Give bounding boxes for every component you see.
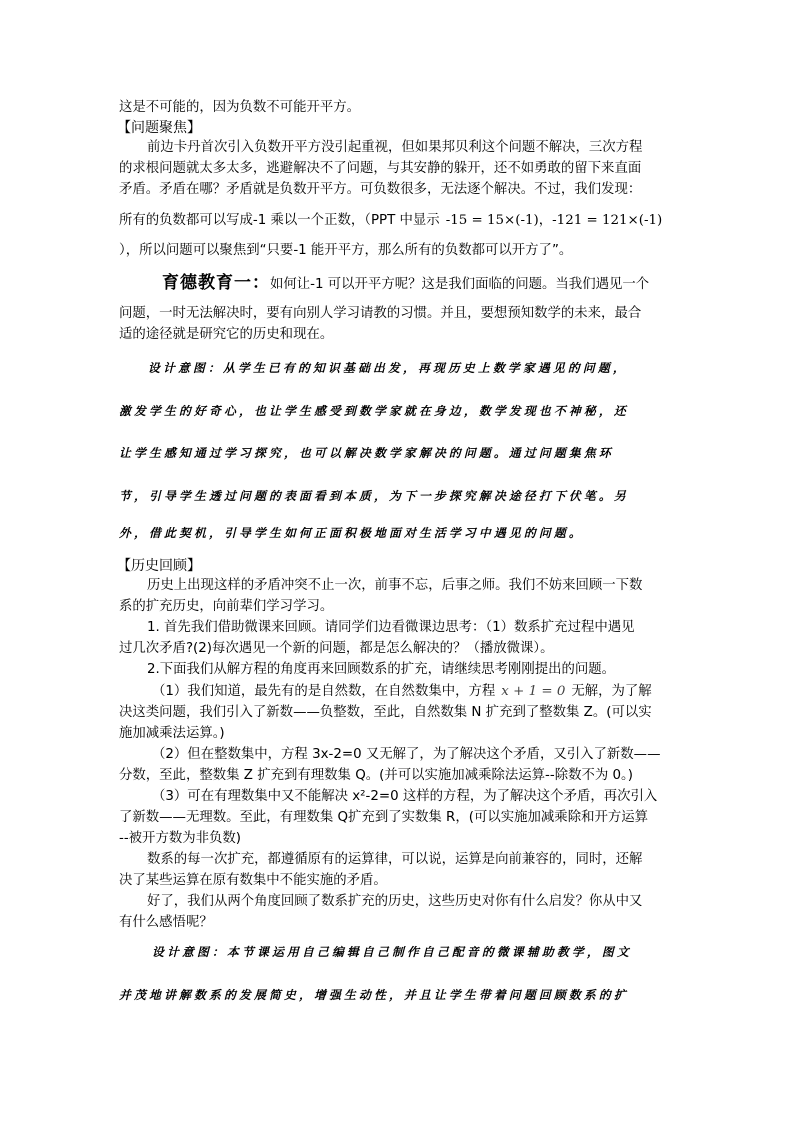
paragraph-line: 历史上出现这样的矛盾冲突不止一次，前事不忘，后事之师。我们不妨来回顾一下数 — [147, 578, 643, 593]
paragraph-line: 矛盾。矛盾在哪？矛盾就是负数开平方。可负数很多，无法逐个解决。不过，我们发现： — [119, 182, 642, 197]
paragraph-line-with-formula — [152, 683, 652, 701]
paragraph-line: 适的途径就是研究它的历史和现在。 — [119, 327, 334, 342]
paragraph-text: 所有的负数都可以写成-1 乘以一个正数，（PPT 中显示 — [119, 213, 440, 228]
paragraph-line: --被开方数为非负数) — [119, 831, 242, 846]
paragraph-line: 2.下面我们从解方程的角度再来回顾数系的扩充，请继续思考刚刚提出的问题。 — [147, 662, 616, 677]
design-intent-line: 激发学生的好奇心，也让学生感受到数学家就在身边，数学发现也不神秘，还 — [119, 404, 629, 418]
paragraph-line: 好了，我们从两个角度回顾了数系扩充的历史，这些历史对你有什么启发？你从中又 — [147, 894, 643, 909]
design-intent-line: 设计意图：从学生已有的知识基础出发，再现历史上数学家遇见的问题， — [148, 361, 628, 375]
paragraph-line: 系的扩充历史，向前辈们学习学习。 — [119, 599, 334, 614]
design-intent-line: 节，引导学生透过问题的表面看到本质，为下一步探究解决途径打下伏笔。另 — [119, 489, 629, 503]
moral-education-line — [162, 274, 649, 294]
paragraph-line: 分数，至此，整数集 Z 扩充到有理数集 Q。(并可以实施加减乘除法运算--除数不为 0。) — [119, 768, 633, 783]
paragraph-line: 施加减乘法运算。) — [119, 726, 225, 741]
design-intent-line: 设计意图：本节课运用自己编辑自己制作自己配音的微课辅助教学，图文 — [152, 945, 632, 959]
paragraph-line: （2）但在整数集中，方程 3x-2=0 又无解了，为了解决这个矛盾，又引入了新数—— — [152, 747, 661, 762]
paragraph-text: （1）我们知道，最先有的是自然数，在自然数集中，方程 — [152, 684, 496, 699]
paragraph-line: 问题，一时无法解决时，要有向别人学习请教的习惯。并且，要想预知数学的未来，最合 — [119, 306, 642, 321]
section-heading-problem-focus: 【问题聚焦】 — [117, 120, 201, 136]
section-heading-history-review: 【历史回顾】 — [117, 558, 201, 574]
paragraph-line: （3）可在有理数集中又不能解决 x²-2=0 这样的方程，为了解决这个矛盾，再次引入 — [152, 789, 658, 804]
design-intent-line: 让学生感知通过学习探究，也可以解决数学家解决的问题。通过问题集焦环 — [119, 446, 614, 460]
section-heading-moral-education: 育德教育一： — [162, 273, 270, 293]
paragraph-line: 决了某些运算在原有数集中不能实施的矛盾。 — [119, 873, 387, 888]
paragraph-line: 1. 首先我们借助微课来回顾。请同学们边看微课边思考：（1）数系扩充过程中遇见 — [147, 620, 635, 635]
paragraph-line: 数系的每一次扩充，都遵循原有的运算律，可以说，运算是向前兼容的，同时，还解 — [147, 852, 643, 867]
paragraph-line: 了新数——无理数。至此，有理数集 Q扩充到了实数集 R，(可以实施加减乘除和开方运算 — [119, 810, 649, 825]
paragraph-line: 有什么感悟呢？ — [119, 915, 213, 930]
math-formula: -15 = 15×(-1) — [445, 213, 539, 228]
paragraph-line: 这是不可能的，因为负数不可能开平方。 — [119, 100, 361, 115]
paragraph-line: 决这类问题，我们引入了新数——负整数，至此，自然数集 N 扩充到了整数集 Z。(可以实 — [119, 705, 652, 720]
paragraph-line: 过几次矛盾?(2)每次遇见一个新的问题，都是怎么解决的？（播放微课）。 — [119, 641, 554, 656]
paragraph-text: 如何让-1 可以开平方呢？这是我们面临的问题。当我们遇见一个 — [270, 277, 650, 292]
math-formula: x + 1 = 0 — [501, 684, 566, 699]
paragraph-line: ），所以问题可以聚焦到“只要-1 能开平方，那么所有的负数都可以开方了”。 — [119, 243, 573, 258]
paragraph-line: 的求根问题就太多太多，逃避解决不了问题，与其安静的躲开，还不如勇敢的留下来直面 — [119, 161, 642, 176]
paragraph-text: 无解，为了解 — [571, 684, 652, 699]
design-intent-line: 外，借此契机，引导学生如何正面积极地面对生活学习中遇见的问题。 — [119, 526, 584, 540]
paragraph-line: 前边卡丹首次引入负数开平方没引起重视，但如果邦贝利这个问题不解决，三次方程 — [147, 140, 643, 155]
paragraph-line-with-formula — [119, 212, 662, 230]
design-intent-line: 并茂地讲解数系的发展简史，增强生动性，并且让学生带着问题回顾数系的扩 — [119, 988, 629, 1002]
paragraph-text: ， — [538, 213, 553, 228]
math-formula: -121 = 121×(-1) — [552, 213, 663, 228]
